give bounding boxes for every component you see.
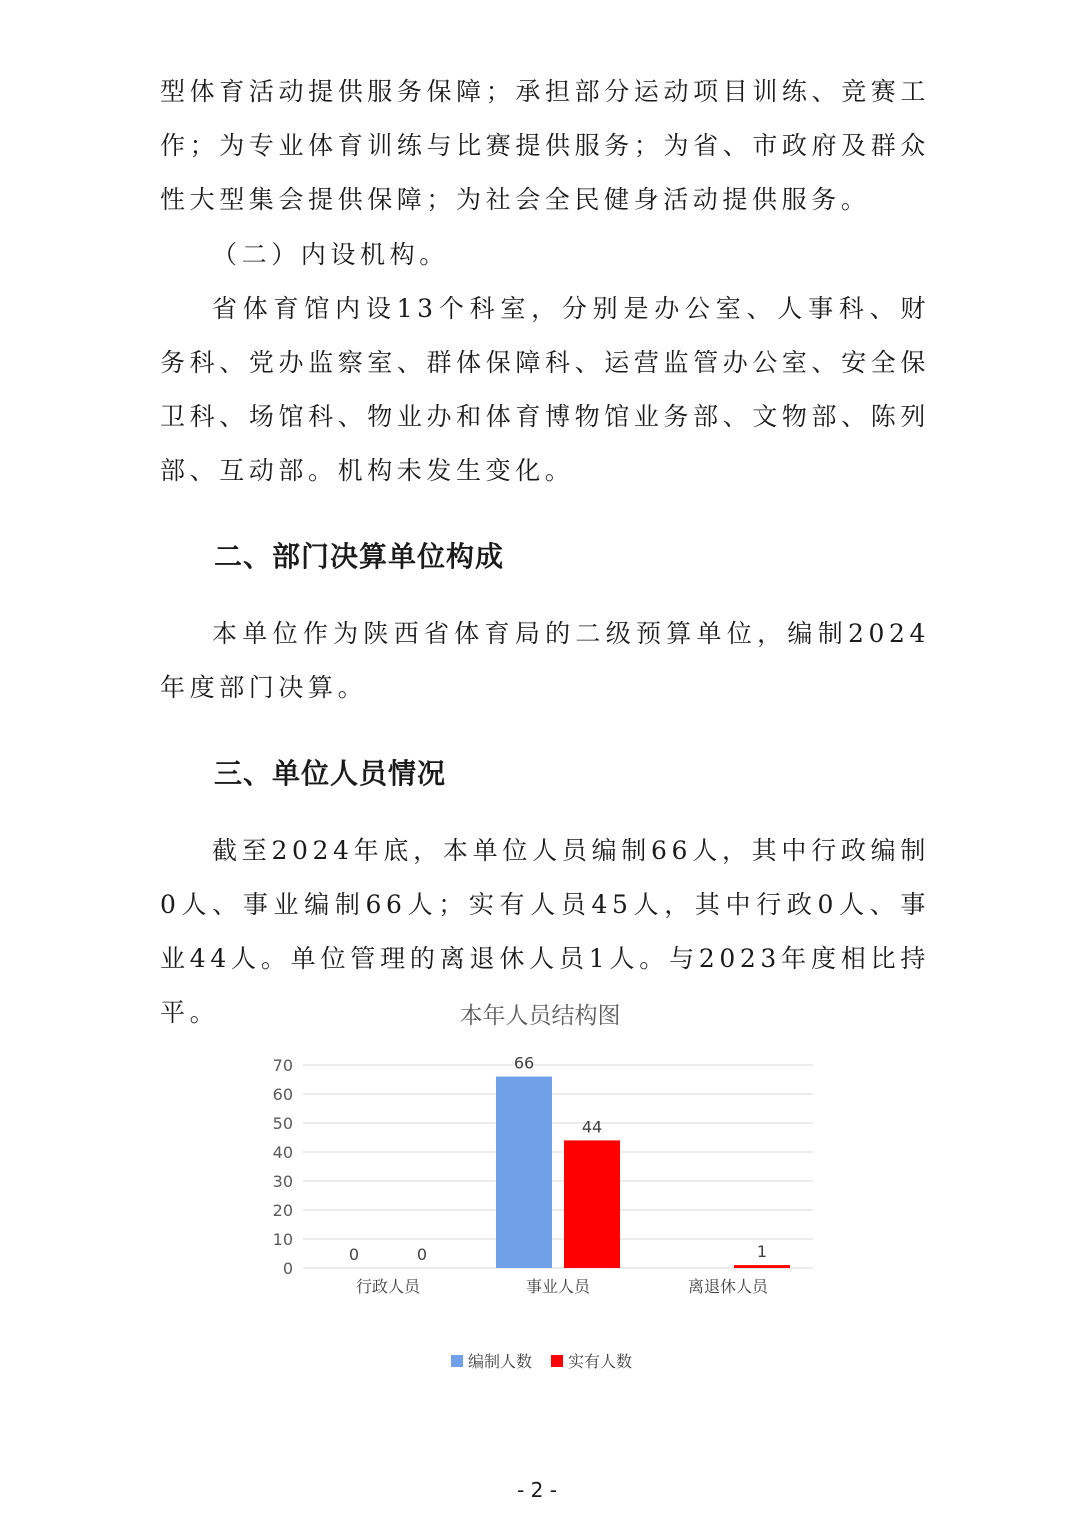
heading-staff-situation: 三、单位人员情况 — [214, 757, 447, 790]
heading-unit-composition: 二、部门决算单位构成 — [214, 540, 505, 573]
legend-label: 编制人数 — [468, 1352, 533, 1371]
x-tick-label: 事业人员 — [525, 1277, 591, 1296]
bar — [564, 1140, 620, 1268]
legend-label: 实有人数 — [568, 1352, 633, 1371]
subheading-internal-structure: （二）内设机构。 — [212, 240, 449, 269]
x-tick-label: 行政人员 — [355, 1277, 421, 1296]
data-label: 0 — [348, 1245, 360, 1264]
data-label: 0 — [416, 1245, 428, 1264]
bar — [496, 1077, 552, 1268]
paragraph-staff-situation: 截至2024年底，本单位人员编制66人，其中行政编制0人、事业编制66人；实有人员45人，其中行政0人、事业44人。单位管理的离退休人员1人。与2023年度相比持平。 — [160, 836, 930, 1027]
data-label: 44 — [581, 1117, 603, 1137]
y-tick-label: 70 — [272, 1056, 293, 1075]
y-tick-label: 50 — [272, 1114, 293, 1133]
y-tick-label: 30 — [272, 1172, 293, 1191]
y-tick-label: 60 — [272, 1085, 293, 1104]
y-tick-label: 40 — [272, 1143, 293, 1162]
x-tick-label: 离退休人员 — [687, 1277, 769, 1296]
data-label: 1 — [756, 1242, 768, 1262]
y-tick-label: 20 — [272, 1201, 293, 1220]
legend-swatch — [551, 1355, 563, 1367]
paragraph-departments: 省体育馆内设13个科室，分别是办公室、人事科、财务科、党办监察室、群体保障科、运营监管办公室、安全保卫科、场馆科、物业办和体育博物馆业务部、文物部、陈列部、互动部。机构未发生变化。 — [160, 294, 930, 485]
chart-title: 本年人员结构图 — [459, 1003, 621, 1029]
paragraph-unit-composition: 本单位作为陕西省体育局的二级预算单位，编制2024年度部门决算。 — [160, 619, 930, 702]
legend-swatch — [451, 1355, 463, 1367]
bar — [734, 1265, 790, 1268]
staff-structure-chart — [255, 995, 825, 1390]
paragraph-responsibilities: 型体育活动提供服务保障；承担部分运动项目训练、竞赛工作；为专业体育训练与比赛提供服务；为省、市政府及群众性大型集会提供保障；为社会全民健身活动提供服务。 — [160, 77, 930, 214]
data-label: 66 — [513, 1053, 535, 1073]
y-tick-label: 0 — [282, 1259, 293, 1278]
chart-svg — [255, 995, 825, 1390]
y-tick-label: 10 — [272, 1230, 293, 1249]
page-number: - 2 - — [517, 1478, 557, 1502]
